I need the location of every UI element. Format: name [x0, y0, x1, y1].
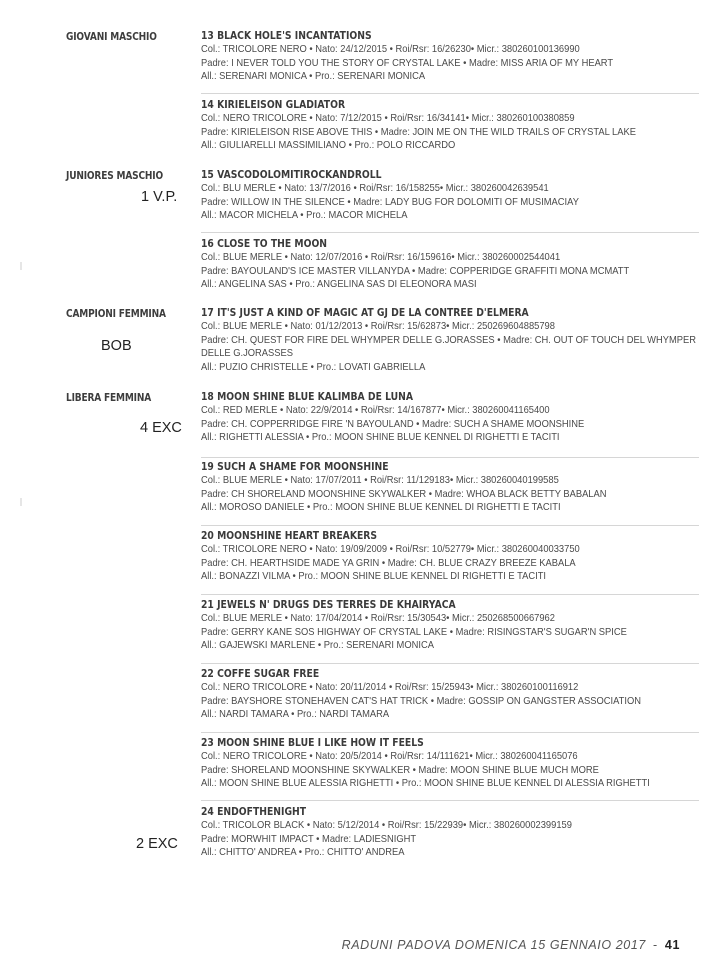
entry-parents: Padre: I NEVER TOLD YOU THE STORY OF CRYSTAL LAKE • Madre: MISS ARIA OF MY HEART — [201, 57, 614, 69]
dog-entry-13 — [201, 29, 701, 84]
page-footer — [342, 938, 680, 952]
entry-parents: Padre: WILLOW IN THE SILENCE • Madre: LADY BUG FOR DOLOMITI OF MUSIMACIAY — [201, 196, 579, 208]
category-campioni-femmina: CAMPIONI FEMMINA — [66, 308, 166, 320]
page-edge-mark — [20, 498, 22, 506]
annotation-vp: 1 V.P. — [141, 189, 178, 205]
entry-title: 17 IT'S JUST A KIND OF MAGIC AT GJ DE LA CONTREE D'ELMERA — [201, 306, 529, 319]
dog-entry-22 — [201, 667, 701, 722]
entry-owner-breeder: All.: MOROSO DANIELE • Pro.: MOON SHINE BLUE KENNEL DI RIGHETTI E TACITI — [201, 502, 561, 514]
annotation-2-exc: 2 EXC — [136, 836, 178, 852]
dog-entry-21 — [201, 598, 701, 653]
entry-title: 13 BLACK HOLE'S INCANTATIONS — [201, 29, 372, 42]
entry-owner-breeder: All.: PUZIO CHRISTELLE • Pro.: LOVATI GABRIELLA — [201, 361, 426, 373]
entry-separator — [201, 232, 699, 233]
entry-separator — [201, 457, 699, 458]
entry-separator — [201, 525, 699, 526]
annotation-4-exc: 4 EXC — [140, 420, 182, 436]
entry-details: Col.: TRICOLORE NERO • Nato: 19/09/2009 • Roi/Rsr: 10/52779• Micr.: 380260040033750 — [201, 544, 580, 555]
entry-details: Col.: BLUE MERLE • Nato: 01/12/2013 • Roi/Rsr: 15/62873• Micr.: 250269604885798 — [201, 321, 555, 332]
dog-entry-14 — [201, 98, 701, 153]
entry-parents: Padre: GERRY KANE SOS HIGHWAY OF CRYSTAL LAKE • Madre: RISINGSTAR'S SUGAR'N SPICE — [201, 626, 627, 638]
entry-parents: Padre: MORWHIT IMPACT • Madre: LADIESNIGHT — [201, 833, 417, 845]
entry-parents: Padre: CH SHORELAND MOONSHINE SKYWALKER • Madre: WHOA BLACK BETTY BABALAN — [201, 488, 607, 500]
entry-parents: Padre: CH. COPPERRIDGE FIRE 'N BAYOULAND • Madre: SUCH A SHAME MOONSHINE — [201, 418, 585, 430]
entry-owner-breeder: All.: GIULIARELLI MASSIMILIANO • Pro.: POLO RICCARDO — [201, 140, 456, 152]
entry-parents: Padre: CH. QUEST FOR FIRE DEL WHYMPER DELLE G.JORASSES • Madre: CH. OUT OF TOUCH DEL WHYMPER — [201, 334, 697, 346]
dog-entry-20 — [201, 529, 701, 584]
entry-title: 24 ENDOFTHENIGHT — [201, 805, 307, 818]
category-libera-femmina: LIBERA FEMMINA — [66, 392, 152, 404]
entry-separator — [201, 663, 699, 664]
page-edge-mark — [20, 262, 22, 270]
entry-owner-breeder: All.: GAJEWSKI MARLENE • Pro.: SERENARI MONICA — [201, 640, 434, 652]
entry-details: Col.: TRICOLORE NERO • Nato: 24/12/2015 • Roi/Rsr: 16/26230• Micr.: 380260100136990 — [201, 44, 580, 55]
entry-details: Col.: NERO TRICOLORE • Nato: 7/12/2015 • Roi/Rsr: 16/34141• Micr.: 380260100380859 — [201, 113, 575, 124]
entry-separator — [201, 800, 699, 801]
entry-parents: Padre: BAYSHORE STONEHAVEN CAT'S HAT TRICK • Madre: GOSSIP ON GANGSTER ASSOCIATION — [201, 695, 642, 707]
footer-event-title: RADUNI PADOVA DOMENICA 15 GENNAIO 2017 — [341, 938, 646, 952]
dog-entry-16 — [201, 237, 701, 292]
entry-details: Col.: BLUE MERLE • Nato: 12/07/2016 • Roi/Rsr: 16/159616• Micr.: 380260002544041 — [201, 252, 561, 263]
entry-title: 16 CLOSE TO THE MOON — [201, 237, 328, 250]
entry-title: 20 MOONSHINE HEART BREAKERS — [201, 529, 378, 542]
page-number: 41 — [664, 938, 680, 952]
entry-parents-continued: DELLE G.JORASSES — [201, 348, 293, 360]
annotation-bob: BOB — [101, 338, 132, 354]
entry-parents: Padre: BAYOULAND'S ICE MASTER VILLANYDA • Madre: COPPERIDGE GRAFFITI MONA MCMATT — [201, 265, 630, 277]
entry-title: 19 SUCH A SHAME FOR MOONSHINE — [201, 460, 389, 473]
entry-separator — [201, 732, 699, 733]
entry-owner-breeder: All.: ANGELINA SAS • Pro.: ANGELINA SAS DI ELEONORA MASI — [201, 279, 477, 291]
dog-entry-23 — [201, 736, 701, 791]
entry-parents: Padre: SHORELAND MOONSHINE SKYWALKER • Madre: MOON SHINE BLUE MUCH MORE — [201, 764, 599, 776]
dog-entry-17 — [201, 306, 701, 374]
entry-owner-breeder: All.: BONAZZI VILMA • Pro.: MOON SHINE BLUE KENNEL DI RIGHETTI E TACITI — [201, 571, 547, 583]
dog-entry-18 — [201, 390, 701, 445]
entry-parents: Padre: CH. HEARTHSIDE MADE YA GRIN • Madre: CH. BLUE CRAZY BREEZE KABALA — [201, 557, 576, 569]
category-giovani-maschio: GIOVANI MASCHIO — [66, 31, 157, 43]
dog-entry-24 — [201, 805, 701, 860]
entry-details: Col.: NERO TRICOLORE • Nato: 20/11/2014 • Roi/Rsr: 15/25943• Micr.: 380260100116912 — [201, 682, 579, 693]
entry-title: 14 KIRIELEISON GLADIATOR — [201, 98, 346, 111]
entry-title: 21 JEWELS N' DRUGS DES TERRES DE KHAIRYACA — [201, 598, 456, 611]
entry-owner-breeder: All.: MACOR MICHELA • Pro.: MACOR MICHELA — [201, 210, 408, 222]
entry-title: 23 MOON SHINE BLUE I LIKE HOW IT FEELS — [201, 736, 424, 749]
entry-details: Col.: RED MERLE • Nato: 22/9/2014 • Roi/Rsr: 14/167877• Micr.: 380260041165400 — [201, 405, 550, 416]
entry-owner-breeder: All.: MOON SHINE BLUE ALESSIA RIGHETTI • Pro.: MOON SHINE BLUE KENNEL DI ALESSIA RIGHETTI — [201, 778, 650, 790]
entry-details: Col.: BLUE MERLE • Nato: 17/07/2011 • Roi/Rsr: 11/129183• Micr.: 380260040199585 — [201, 475, 559, 486]
entry-details: Col.: BLU MERLE • Nato: 13/7/2016 • Roi/Rsr: 16/158255• Micr.: 380260042639541 — [201, 183, 549, 194]
entry-owner-breeder: All.: SERENARI MONICA • Pro.: SERENARI MONICA — [201, 71, 426, 83]
dog-entry-15 — [201, 168, 701, 223]
entry-title: 18 MOON SHINE BLUE KALIMBA DE LUNA — [201, 390, 414, 403]
entry-owner-breeder: All.: NARDI TAMARA • Pro.: NARDI TAMARA — [201, 709, 390, 721]
category-juniores-maschio: JUNIORES MASCHIO — [66, 170, 164, 182]
entry-separator — [201, 594, 699, 595]
entry-owner-breeder: All.: CHITTO' ANDREA • Pro.: CHITTO' ANDREA — [201, 847, 405, 859]
entry-parents: Padre: KIRIELEISON RISE ABOVE THIS • Madre: JOIN ME ON THE WILD TRAILS OF CRYSTAL LAKE — [201, 126, 636, 138]
entry-details: Col.: TRICOLOR BLACK • Nato: 5/12/2014 • Roi/Rsr: 15/22939• Micr.: 380260002399159 — [201, 820, 572, 831]
entry-details: Col.: BLUE MERLE • Nato: 17/04/2014 • Roi/Rsr: 15/30543• Micr.: 250268500667962 — [201, 613, 555, 624]
entry-details: Col.: NERO TRICOLORE • Nato: 20/5/2014 • Roi/Rsr: 14/111621• Micr.: 380260041165076 — [201, 751, 578, 762]
entry-title: 22 COFFE SUGAR FREE — [201, 667, 320, 680]
entry-title: 15 VASCODOLOMITIROCKANDROLL — [201, 168, 382, 181]
entry-separator — [201, 93, 699, 94]
entry-owner-breeder: All.: RIGHETTI ALESSIA • Pro.: MOON SHINE BLUE KENNEL DI RIGHETTI E TACITI — [201, 432, 560, 444]
dog-entry-19 — [201, 460, 701, 515]
footer-separator: - — [653, 938, 658, 952]
